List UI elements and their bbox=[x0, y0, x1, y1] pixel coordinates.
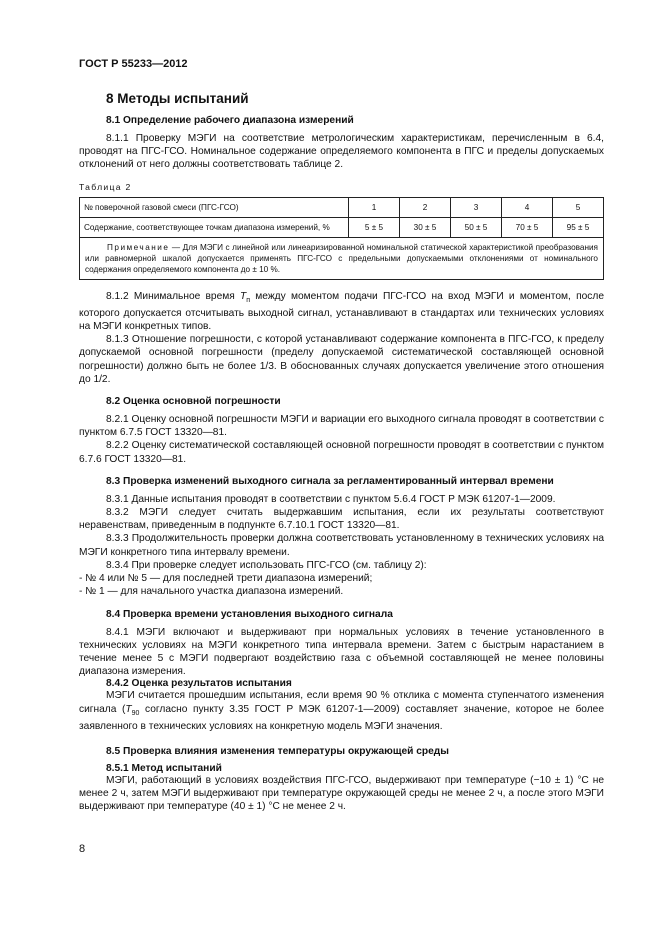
table-cell-label: Содержание, соответствующее точкам диапазона измерений, % bbox=[80, 217, 349, 237]
table-row bbox=[80, 197, 604, 217]
paragraph-8-3-3: 8.3.3 Продолжительность проверки должна соответствовать установленному в технических условиях на МЭГИ конкретного типа интервалу времени. bbox=[79, 533, 604, 558]
table-cell: 70 ± 5 bbox=[502, 217, 553, 237]
table-cell: 4 bbox=[502, 197, 553, 217]
paragraph-8-4-1: 8.4.1 МЭГИ включают и выдерживают при нормальных условиях в течение установленного в технических условиях на МЭГИ конкретного типа интервала времени. Затем с быстрым нарастанием в течение менее 5 с МЭГИ подвергают воздействию газа с объемной составляющей не менее половины диапазона измерения. bbox=[79, 626, 604, 678]
page-number: 8 bbox=[79, 843, 86, 855]
note-heading: Примечание bbox=[107, 242, 170, 252]
subsection-title-8-5-1: 8.5.1 Метод испытаний bbox=[106, 762, 222, 774]
paragraph-8-2-1: 8.2.1 Оценку основной погрешности МЭГИ и вариации его выходного сигнала проводят в соответствии с пунктом 6.7.5 ГОСТ 13320—81. bbox=[79, 414, 604, 439]
table-cell-label: № поверочной газовой смеси (ПГС-ГСО) bbox=[80, 197, 349, 217]
subsection-title-8-4-2: 8.4.2 Оценка результатов испытания bbox=[106, 678, 292, 690]
table-cell: 2 bbox=[400, 197, 451, 217]
paragraph-8-1-1: 8.1.1 Проверку МЭГИ на соответствие метрологическим характеристикам, перечисленным в 6.4, проводят на ПГС-ГСО. Номинальное содержание определяемого компонента в ПГС и пределы допускаемых отклонений от него должны соответствовать таблице 2. bbox=[79, 133, 604, 171]
paragraph-8-5-1: МЭГИ, работающий в условиях воздействия ПГС-ГСО, выдерживают при температуре (−10 ± 1) °С не менее 2 ч, затем МЭГИ выдерживают при температуре окружающей среды не менее 2 ч, а после этого МЭГИ выдерживают при температуре (40 ± 1) °С не менее 2 ч. bbox=[79, 774, 604, 813]
table-note bbox=[80, 237, 604, 279]
subsection-title-8-5: 8.5 Проверка влияния изменения температуры окружающей среды bbox=[106, 745, 449, 757]
list-item: - № 1 — для начального участка диапазона измерений. bbox=[79, 586, 344, 598]
paragraph-8-4-2: МЭГИ считается прошедшим испытания, если время 90 % отклика с момента ступенчатого изменения сигнала ($T_{90}$ согласно пункту 3.35 ГОСТ Р МЭК 61207-1—2009) составляет значение, которое не более заявленного в технических условиях на конкретную модель МЭГИ значения. bbox=[79, 690, 604, 732]
table-cell: 30 ± 5 bbox=[400, 217, 451, 237]
paragraph-8-1-3: 8.1.3 Отношение погрешности, с которой устанавливают содержание компонента в ПГС-ГСО, к пределу допускаемой основной погрешности (пределу допускаемой систематической составляющей основной погрешности) должно быть не более 1/3. В обоснованных случаях допускается увеличение этого отношения до 1/2. bbox=[79, 334, 604, 385]
list-item: - № 4 или № 5 — для последней трети диапазона измерений; bbox=[79, 573, 373, 585]
subsection-title-8-3: 8.3 Проверка изменений выходного сигнала за регламентированный интервал времени bbox=[106, 475, 554, 487]
paragraph-8-1-2: 8.1.2 Минимальное время $T_п$ между моментом подачи ПГС-ГСО на вход МЭГИ и моментом, после которого допускается отсчитывать выходной сигнал, устанавливают в стандартах или технических условиях на МЭГИ конкретных типов. bbox=[79, 290, 604, 333]
document-page bbox=[79, 58, 604, 814]
table-caption: Таблица 2 bbox=[79, 181, 132, 192]
table-cell: 5 bbox=[553, 197, 604, 217]
table-cell: 3 bbox=[451, 197, 502, 217]
paragraph-8-2-2: 8.2.2 Оценку систематической составляющей основной погрешности проводят в соответствии с пунктом 6.7.6 ГОСТ 13320—81. bbox=[79, 440, 604, 465]
table-cell: 1 bbox=[349, 197, 400, 217]
table-2 bbox=[79, 197, 604, 280]
table-cell: 95 ± 5 bbox=[553, 217, 604, 237]
table-row bbox=[80, 217, 604, 237]
subsection-title-8-2: 8.2 Оценка основной погрешности bbox=[106, 396, 281, 408]
note-text: — Для МЭГИ с линейной или линеаризированной номинальной статической характеристикой преобразования или равномерной шкалой допускается применять ПГС-ГСО с предельными допускаемыми отклонениями от номинального содержания определяемого компонента до ± 10 %. bbox=[85, 242, 598, 274]
subsection-title-8-1: 8.1 Определение рабочего диапазона измерений bbox=[106, 115, 354, 126]
table-cell: 50 ± 5 bbox=[451, 217, 502, 237]
table-note-row bbox=[80, 237, 604, 279]
paragraph-8-3-4: 8.3.4 При проверке следует использовать ПГС-ГСО (см. таблицу 2): bbox=[106, 559, 427, 571]
paragraph-8-3-1: 8.3.1 Данные испытания проводят в соответствии с пунктом 5.6.4 ГОСТ Р МЭК 61207-1—2009. bbox=[106, 493, 556, 505]
section-title: 8 Методы испытаний bbox=[106, 91, 249, 106]
table-cell: 5 ± 5 bbox=[349, 217, 400, 237]
document-id: ГОСТ Р 55233—2012 bbox=[79, 58, 188, 70]
subsection-title-8-4: 8.4 Проверка времени установления выходного сигнала bbox=[106, 608, 393, 620]
paragraph-8-3-2: 8.3.2 МЭГИ следует считать выдержавшим испытания, если их результаты соответствуют неравенствам, приведенным в подпункте 6.7.10.1 ГОСТ 13320—81. bbox=[79, 507, 604, 532]
